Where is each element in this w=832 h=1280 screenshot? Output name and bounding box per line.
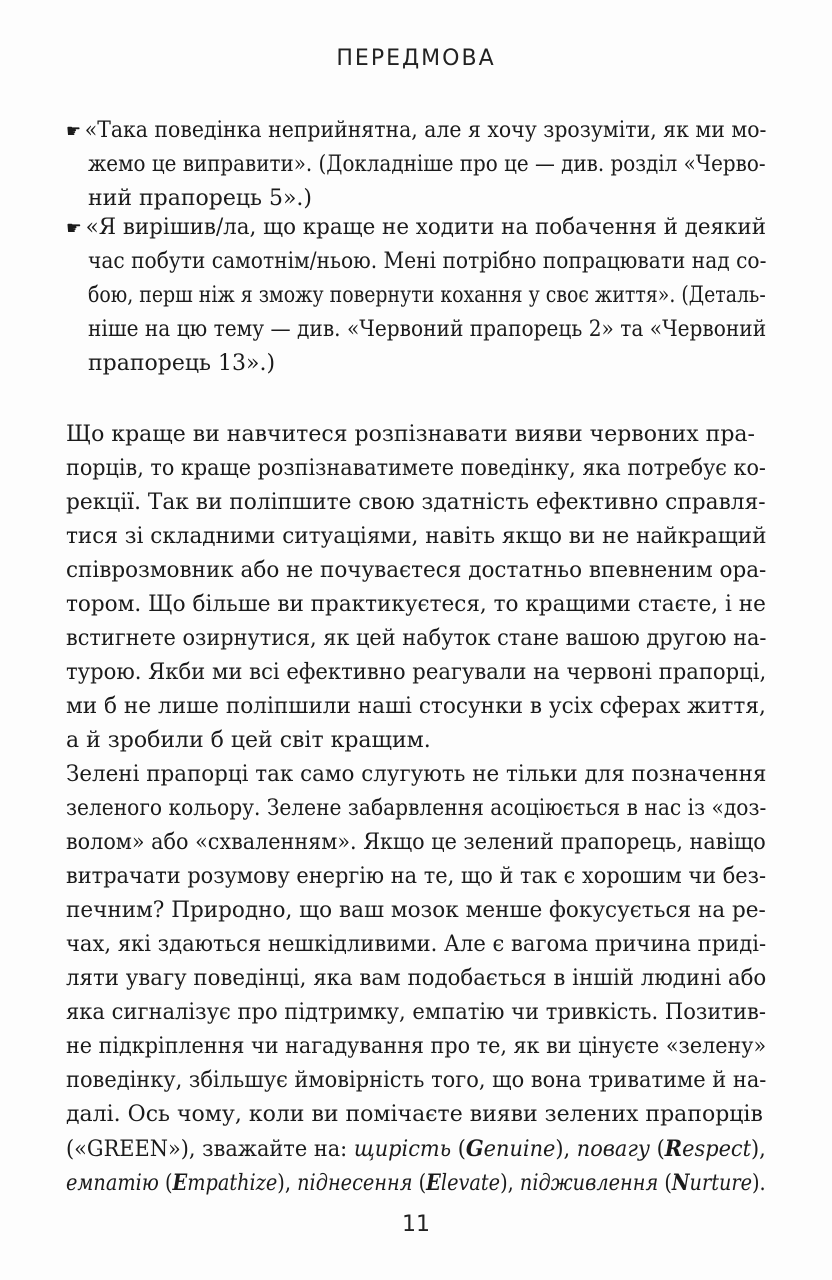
term-nurture: підживлення <box>519 1171 659 1196</box>
paragraph-line: витрачати розумову енергію на те, що й так є хорошим чи без- <box>66 864 767 889</box>
paragraph-line: порців, то краще розпізнаватимете поведінку, яка потребує ко- <box>66 456 766 481</box>
term-empathize: емпатію <box>66 1171 159 1196</box>
paragraph-line: ляти увагу поведінці, яка вам подобається в іншій людині або <box>66 966 767 991</box>
acronym-letter: G <box>465 1136 484 1162</box>
bullet-line: ніше на цю тему — див. «Червоний прапорець 2» та «Червоний <box>88 317 767 342</box>
bullet-line: жемо це виправити». (Докладніше про це — див. розділ «Черво- <box>88 152 766 177</box>
paragraph-line: поведінку, збільшує ймовірність того, що вона триватиме й на- <box>66 1068 767 1093</box>
paragraph-line: зеленого кольору. Зелене забарвлення асоціюється в нас із «доз- <box>66 796 767 821</box>
page-number: 11 <box>402 1212 430 1237</box>
acronym-letter: E <box>426 1170 441 1196</box>
acronym-letter: N <box>671 1170 690 1196</box>
pointing-hand-icon: ☛ <box>66 121 81 142</box>
bullet-line: прапорець 13».) <box>88 351 276 376</box>
running-header: ПЕРЕДМОВА <box>336 46 496 71</box>
paragraph-line: тором. Що більше ви практикуєтеся, то кращими стаєте, і не <box>66 592 766 617</box>
paragraph-line: а й зробили б цей світ кращим. <box>66 728 431 753</box>
bullet-line: час побути самотнім/ньою. Мені потрібно попрацювати над со- <box>88 249 767 274</box>
paragraph-line: далі. Ось чому, коли ви помічаєте вияви зелених прапорців <box>66 1102 763 1127</box>
paragraph-line: яка сигналізує про підтримку, емпатію чи тривкість. Позитив- <box>66 1000 766 1025</box>
acronym-letter: R <box>664 1136 683 1162</box>
paragraph-line: емпатію (Empathize), піднесення (Elevate), підживлення (Nurture). <box>66 1170 766 1196</box>
paragraph-line: («GREEN»), зважайте на: щирість (Genuine), повагу (Respect), <box>66 1136 766 1162</box>
term-respect: повагу <box>576 1137 651 1162</box>
term-elevate: піднесення <box>297 1171 413 1196</box>
bullet-line: ний прапорець 5».) <box>88 186 313 211</box>
acronym-letter: E <box>172 1170 188 1196</box>
term-genuine: щирість <box>353 1137 452 1162</box>
bullet-line: ☛ «Така поведінка неприйнятна, але я хочу зрозуміти, як ми мо- <box>66 116 766 147</box>
paragraph-line: волом» або «схваленням». Якщо це зелений прапорець, навіщо <box>66 830 766 855</box>
bullet-line: бою, перш ніж я зможу повернути кохання у своє життя». (Деталь- <box>88 283 766 308</box>
bullet-line: ☛ «Я вирішив/ла, що краще не ходити на побачення й деякий <box>66 213 766 244</box>
paragraph-line: рекції. Так ви поліпшите свою здатність ефективно справля- <box>66 490 766 515</box>
paragraph-line: Зелені прапорці так само слугують не тільки для позначення <box>66 762 767 787</box>
paragraph-line: печним? Природно, що ваш мозок менше фокусується на ре- <box>66 898 766 923</box>
paragraph-line: Що краще ви навчитеся розпізнавати вияви червоних пра- <box>66 422 755 447</box>
paragraph-line: тися зі складними ситуаціями, навіть якщо ви не найкращий <box>66 524 767 549</box>
paragraph-line: не підкріплення чи нагадування про те, як ви цінуєте «зелену» <box>66 1034 767 1059</box>
pointing-hand-icon: ☛ <box>66 218 82 239</box>
paragraph-line: встигнете озирнутися, як цей набуток стане вашою другою на- <box>66 626 767 651</box>
paragraph-line: ми б не лише поліпшили наші стосунки в усіх сферах життя, <box>66 694 766 719</box>
paragraph-line: турою. Якби ми всі ефективно реагували на червоні прапорці, <box>66 660 767 685</box>
paragraph-line: співрозмовник або не почуваєтеся достатньо впевненим ора- <box>66 558 767 583</box>
paragraph-line: чах, які здаються нешкідливими. Але є вагома причина приді- <box>66 932 767 957</box>
